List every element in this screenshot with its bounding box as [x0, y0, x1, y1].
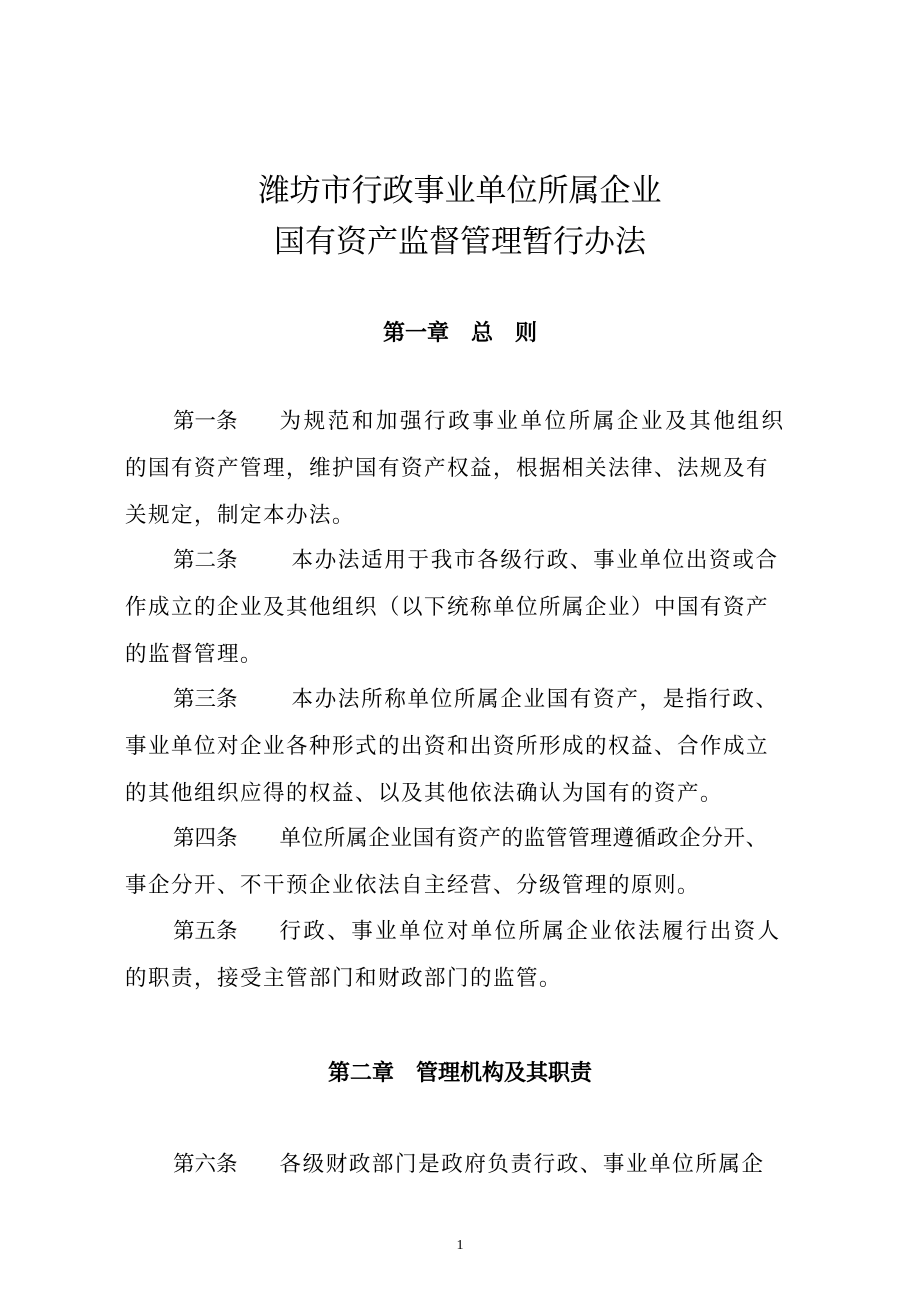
article-text-line: 行政、事业单位对单位所属企业依法履行出资人	[279, 919, 782, 944]
article-text-line: 各级财政部门是政府负责行政、事业单位所属企	[279, 1152, 765, 1177]
article-text-line: 作成立的企业及其他组织（以下统称单位所属企业）中国有资产	[125, 595, 770, 620]
article-text-line: 的职责，接受主管部门和财政部门的监管。	[125, 966, 563, 991]
article-label: 第四条	[173, 826, 238, 851]
article-label: 第二条	[173, 548, 238, 573]
chapter-heading-1: 第一章 总 则	[382, 321, 537, 346]
article-text-line: 的监督管理。	[125, 642, 264, 667]
article-label: 第三条	[173, 687, 238, 712]
document-title-line-2: 国有资产监督管理暂行办法	[274, 224, 646, 260]
article-text-line: 的其他组织应得的权益、以及其他依法确认为国有的资产。	[125, 781, 724, 806]
chapter-heading-2: 第二章 管理机构及其职责	[327, 1061, 592, 1086]
article-text-line: 事业单位对企业各种形式的出资和出资所形成的权益、合作成立	[125, 734, 770, 759]
page-number: 1	[456, 1238, 464, 1253]
article-text-line: 为规范和加强行政事业单位所属企业及其他组织	[279, 409, 786, 434]
article-text-line: 的国有资产管理，维护国有资产权益，根据相关法律、法规及有	[125, 456, 770, 481]
article-text-line: 本办法所称单位所属企业国有资产，是指行政、	[291, 687, 779, 712]
article-label: 第六条	[173, 1152, 238, 1177]
article-text-line: 关规定，制定本办法。	[125, 503, 356, 528]
article-text-line: 单位所属企业国有资产的监管管理遵循政企分开、	[279, 826, 768, 851]
article-text-line: 本办法适用于我市各级行政、事业单位出资或合	[291, 548, 779, 573]
article-text-line: 事企分开、不干预企业依法自主经营、分级管理的原则。	[125, 873, 701, 898]
article-label: 第一条	[173, 409, 238, 434]
document-title-line-1: 潍坊市行政事业单位所属企业	[258, 173, 662, 209]
article-label: 第五条	[173, 919, 238, 944]
